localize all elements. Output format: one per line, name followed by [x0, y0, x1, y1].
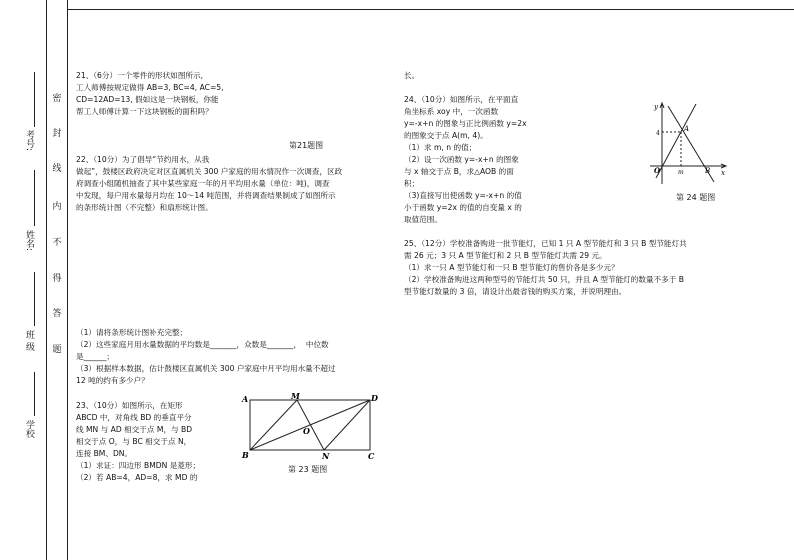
q22-subquestion: （1）请将条形统计图补充完整； — [76, 328, 188, 337]
q24-figure-caption: 第 24 题图 — [676, 193, 716, 202]
q23-figure-caption: 第 23 题图 — [288, 465, 328, 474]
q22-subquestion: （3）根据样本数据，估计鼓楼区直属机关 300 户家庭中月平均用水量不超过 — [76, 364, 336, 373]
seal-char: 密 — [52, 94, 62, 104]
axis-label-x: x — [721, 169, 725, 177]
seal-char: 题 — [52, 345, 62, 355]
q24-line: 小于函数 y=2x 的值的自变量 x 的 — [404, 203, 522, 212]
school-label: 学校 — [24, 420, 34, 438]
top-rule — [67, 9, 794, 10]
tick-label-4: 4 — [656, 130, 660, 137]
q25-line: 需 26 元；3 只 A 型节能灯和 2 只 B 型节能灯共需 29 元。 — [404, 251, 607, 260]
exam-number-label: 考号: — [24, 130, 34, 152]
q23-line: 23、（10分）如图所示，在矩形 — [76, 401, 183, 410]
q24-line: 取值范围。 — [404, 215, 442, 224]
q23-continuation: 长。 — [404, 71, 420, 80]
q22-line: 府调查小组随机抽查了其中某些家庭一年的月平均用水量（单位：吨)，调查 — [76, 179, 330, 188]
q22-line: 中发现，每户用水量每月均在 10～14 吨范围，并将调查结果制成了如图所示 — [76, 191, 336, 200]
q22-line: 的条形统计图（不完整）和扇形统计图。 — [76, 203, 213, 212]
q23-line: 连接 BM、DN。 — [76, 449, 133, 458]
margin-line-inner — [67, 0, 68, 560]
vertex-label-d: D — [371, 393, 378, 403]
q21-line: 工人师傅按规定做得 AB=3, BC=4, AC=5, — [76, 83, 224, 92]
vertex-label-c: C — [368, 451, 375, 461]
seal-char: 答 — [52, 309, 62, 319]
q22-line: 做起”，鼓楼区政府决定对区直属机关 300 户家庭的用水情况作一次调查，区政 — [76, 167, 343, 176]
q25-line: 型节能灯数量的 3 倍，请设计出最省钱的购买方案，并说明理由。 — [404, 287, 627, 296]
q22-subquestion: （2）这些家庭月用水量数据的平均数是_______，众数是_______， 中位数 — [76, 340, 329, 349]
q25-line: （1）求一只 A 型节能灯和一只 B 型节能灯的售价各是多少元？ — [404, 263, 619, 272]
name-label: 姓名: — [24, 230, 34, 252]
name-blank — [34, 170, 35, 226]
vertex-label-a: A — [242, 394, 249, 404]
class-blank — [34, 272, 35, 326]
q23-line: 线 MN 与 AD 相交于点 M，与 BD — [76, 425, 193, 434]
vertex-label-m: M — [291, 392, 300, 401]
school-blank — [34, 372, 35, 416]
seal-char: 线 — [52, 164, 62, 174]
q23-line: 相交于点 O，与 BC 相交于点 N， — [76, 437, 192, 446]
q25-line: （2）学校准备购进这两种型号的节能灯共 50 只，并且 A 型节能灯的数量不多于 B — [404, 275, 684, 284]
tick-label-m: m — [678, 169, 684, 176]
q24-line: （2）设一次函数 y=-x+n 的图象 — [404, 155, 519, 164]
seal-char: 得 — [52, 274, 62, 284]
q22-subquestion: 是______； — [76, 352, 114, 361]
q22-line: 22、（10分）为了倡导“节约用水，从我 — [76, 155, 210, 164]
q23-figure — [240, 392, 380, 462]
exam-number-blank — [34, 72, 35, 127]
margin-line-outer — [46, 0, 47, 560]
q21-line: CD=12AD=13, 假如这是一块钢板，你能 — [76, 95, 219, 104]
q24-line: 24、（10分）如图所示，在平面直 — [404, 95, 519, 104]
q24-line: 积； — [404, 179, 420, 188]
q21-figure-caption: 第21题图 — [289, 141, 324, 150]
q23-line: （1）求证：四边形 BMDN 是菱形； — [76, 461, 201, 470]
point-label-b: B — [705, 167, 711, 175]
seal-char: 内 — [52, 202, 62, 212]
q24-line: y=-x+n 的图象与正比例函数 y=2x — [404, 119, 527, 128]
q22-subquestion: 12 吨的约有多少户？ — [76, 376, 149, 385]
point-label-o: O — [303, 426, 310, 436]
q24-figure — [648, 100, 728, 186]
q24-line: （1）求 m, n 的值； — [404, 143, 477, 152]
q24-line: 角坐标系 xoy 中，一次函数 — [404, 107, 499, 116]
q21-line: 帮工人师傅计算一下这块钢板的面积吗？ — [76, 107, 213, 116]
point-label-n: N — [322, 451, 330, 461]
q24-line: 与 x 轴交于点 B，求△AOB 的面 — [404, 167, 514, 176]
origin-label-o: O — [654, 166, 661, 175]
point-label-a: A — [684, 125, 690, 133]
q24-line: 的图象交于点 A(m, 4)。 — [404, 131, 488, 140]
vertex-label-b: B — [242, 450, 249, 460]
q23-line: ABCD 中，对角线 BD 的垂直平分 — [76, 413, 192, 422]
class-label: 班 级 — [24, 330, 34, 351]
q25-line: 25、（12分）学校准备购进一批节能灯，已知 1 只 A 型节能灯和 3 只 B 型节能灯共 — [404, 239, 687, 248]
q23-line: （2）若 AB=4，AD=8，求 MD 的 — [76, 473, 198, 482]
axis-label-y: y — [654, 103, 658, 111]
seal-char: 不 — [52, 238, 62, 248]
q21-line: 21、（6分）一个零件的形状如图所示, — [76, 71, 204, 80]
seal-char: 封 — [52, 129, 62, 139]
q24-line: （3)直接写出使函数 y=-x+n 的值 — [404, 191, 522, 200]
